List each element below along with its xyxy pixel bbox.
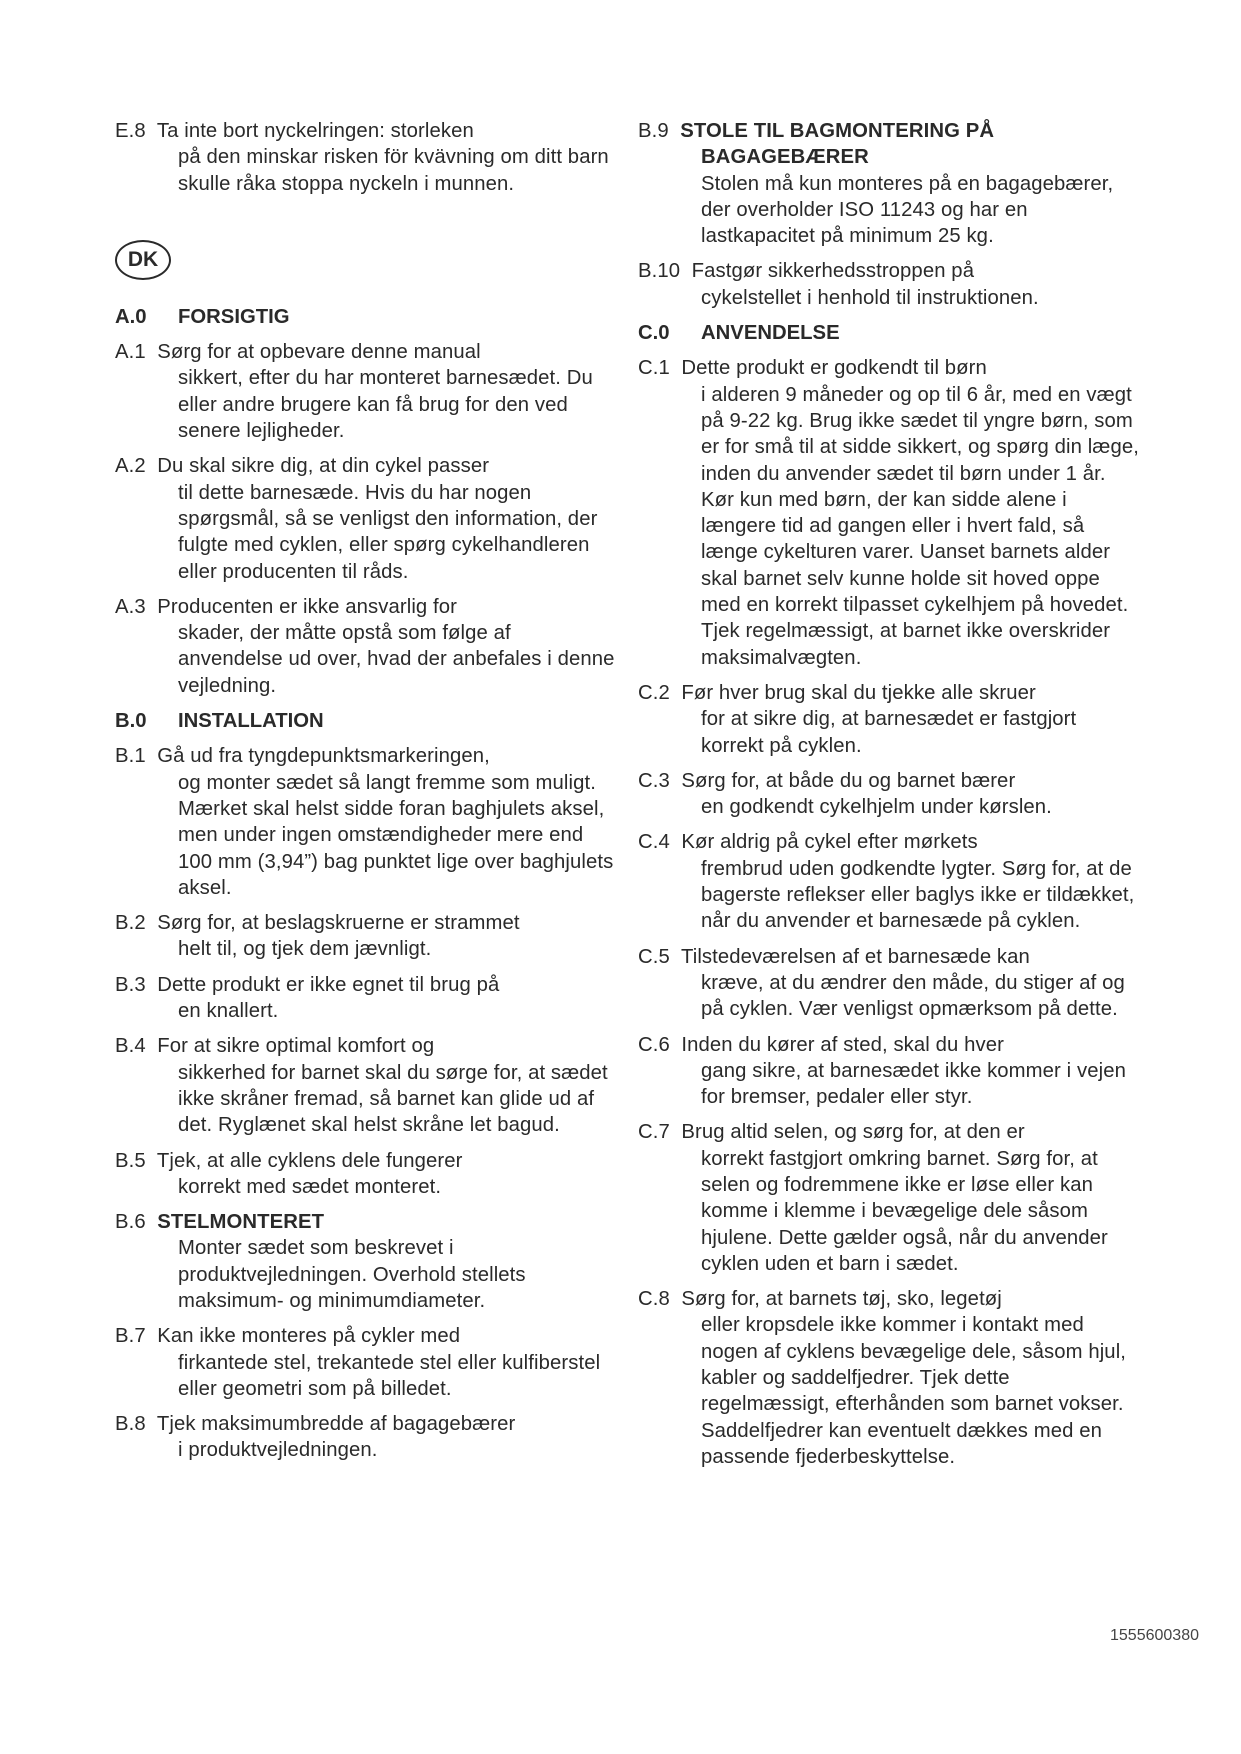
section-heading-b0: B.0 INSTALLATION [115, 710, 324, 733]
item-c3: C.3 Sørg for, at både du og barnet bærer en godkendt cykelhjelm under kørslen. [638, 769, 1052, 819]
dk-language-badge: DK [115, 240, 171, 280]
item-c4: C.4 Kør aldrig på cykel efter mørkets frembrud uden godkendte lygter. Sørg for, at de bagerste reflekser eller baglys ikke er tildækket, når du anvender et barnesæde på cyklen. [638, 831, 1135, 933]
item-b4: B.4 For at sikre optimal komfort og sikkerhed for barnet skal du sørge for, at sædet ikke skråner fremad, så barnet kan glide ud af det. Ryglænet skal helst skråne let bagud. [115, 1035, 608, 1137]
section-heading-c0: C.0 ANVENDELSE [638, 322, 840, 345]
item-c5: C.5 Tilstedeværelsen af et barnesæde kan kræve, at du ændrer den måde, du stiger af og på cyklen. Vær venligst opmærksom på dette. [638, 945, 1125, 1021]
item-b3: B.3 Dette produkt er ikke egnet til brug på en knallert. [115, 973, 500, 1023]
item-b1: B.1 Gå ud fra tyngdepunktsmarkeringen, og monter sædet så langt fremme som muligt. Mærket skal helst sidde foran baghjulets aksel, men under ingen omstændigheder mere end 100 mm (3,94”) bag punktet lige over baghjulets aksel. [115, 745, 614, 899]
left-column [115, 118, 615, 1473]
item-c2: C.2 Før hver brug skal du tjekke alle skruer for at sikre dig, at barnesædet er fastgjort korrekt på cyklen. [638, 681, 1077, 757]
item-b8: B.8 Tjek maksimumbredde af bagagebærer i produktvejledningen. [115, 1413, 516, 1462]
document-code: 1555600380 [1110, 1627, 1199, 1644]
item-a1: A.1 Sørg for at opbevare denne manual sikkert, efter du har monteret barnesædet. Du eller andre brugere kan få brug for den ved senere lejligheder. [115, 341, 593, 443]
item-a2: A.2 Du skal sikre dig, at din cykel passer til dette barnesæde. Hvis du har nogen spørgsmål, så se venligst den information, der fulgte med cyklen, eller spørg cykelhandleren eller producenten til råds. [115, 455, 598, 583]
item-c7: C.7 Brug altid selen, og sørg for, at den er korrekt fastgjort omkring barnet. Sørg for, at selen og fodremmene ikke er løse eller kan komme i klemme i bevægelige dele såsom hjulene. Dette gælder også, når du anvender cyklen uden et barn i sædet. [638, 1121, 1108, 1275]
item-e8: E.8 Ta inte bort nyckelringen: storleken på den minskar risken för kvävning om ditt barn skulle råka stoppa nyckeln i munnen. [115, 120, 609, 195]
item-b6: B.6 STELMONTERET Monter sædet som beskrevet i produktvejledningen. Overhold stellets maksimum- og minimumdiameter. [115, 1211, 526, 1312]
right-column [638, 118, 1143, 1479]
item-b5: B.5 Tjek, at alle cyklens dele fungerer korrekt med sædet monteret. [115, 1149, 463, 1198]
item-c1: C.1 Dette produkt er godkendt til børn i alderen 9 måneder og op til 6 år, med en vægt på 9-22 kg. Brug ikke sædet til yngre børn, som er for små til at sidde sikkert, og spørg din læge, inden du anvender sædet til børn under 1 år. Kør kun med børn, der kan sidde alene i længere tid ad gangen eller i hvert fald, så længe cykelturen varer. Uanset barnets alder skal barnet selv kunne holde sit hoved oppe med en korrekt tilpasset cykelhjem på hovedet. Tjek regelmæssigt, at barnet ikke overskrider maksimalvægten. [638, 357, 1139, 669]
section-heading-a0: A.0 FORSIGTIG [115, 305, 290, 328]
item-c6: C.6 Inden du kører af sted, skal du hver gang sikre, at barnesædet ikke kommer i vejen for bremser, pedaler eller styr. [638, 1033, 1126, 1109]
item-b2: B.2 Sørg for, at beslagskruerne er strammet helt til, og tjek dem jævnligt. [115, 912, 520, 961]
item-b9: B.9 STOLE TIL BAGMONTERING PÅ BAGAGEBÆRER Stolen må kun monteres på en bagagebærer, der overholder ISO 11243 og har en lastkapacitet på minimum 25 kg. [638, 120, 1114, 248]
item-b7: B.7 Kan ikke monteres på cykler med firkantede stel, trekantede stel eller kulfiberstel eller geometri som på billedet. [115, 1325, 601, 1400]
item-b10: B.10 Fastgør sikkerhedsstroppen på cykelstellet i henhold til instruktionen. [638, 260, 1039, 309]
item-a3: A.3 Producenten er ikke ansvarlig for skader, der måtte opstå som følge af anvendelse ud over, hvad der anbefales i denne vejledning. [115, 595, 615, 697]
item-c8: C.8 Sørg for, at barnets tøj, sko, legetøj eller kropsdele ikke kommer i kontakt med nogen af cyklens bevægelige dele, såsom hjul, kabler og saddelfjedrer. Tjek dette regelmæssigt, efterhånden som barnet vokser. Saddelfjedrer kan eventuelt dækkes med en passende fjederbeskyttelse. [638, 1288, 1127, 1468]
